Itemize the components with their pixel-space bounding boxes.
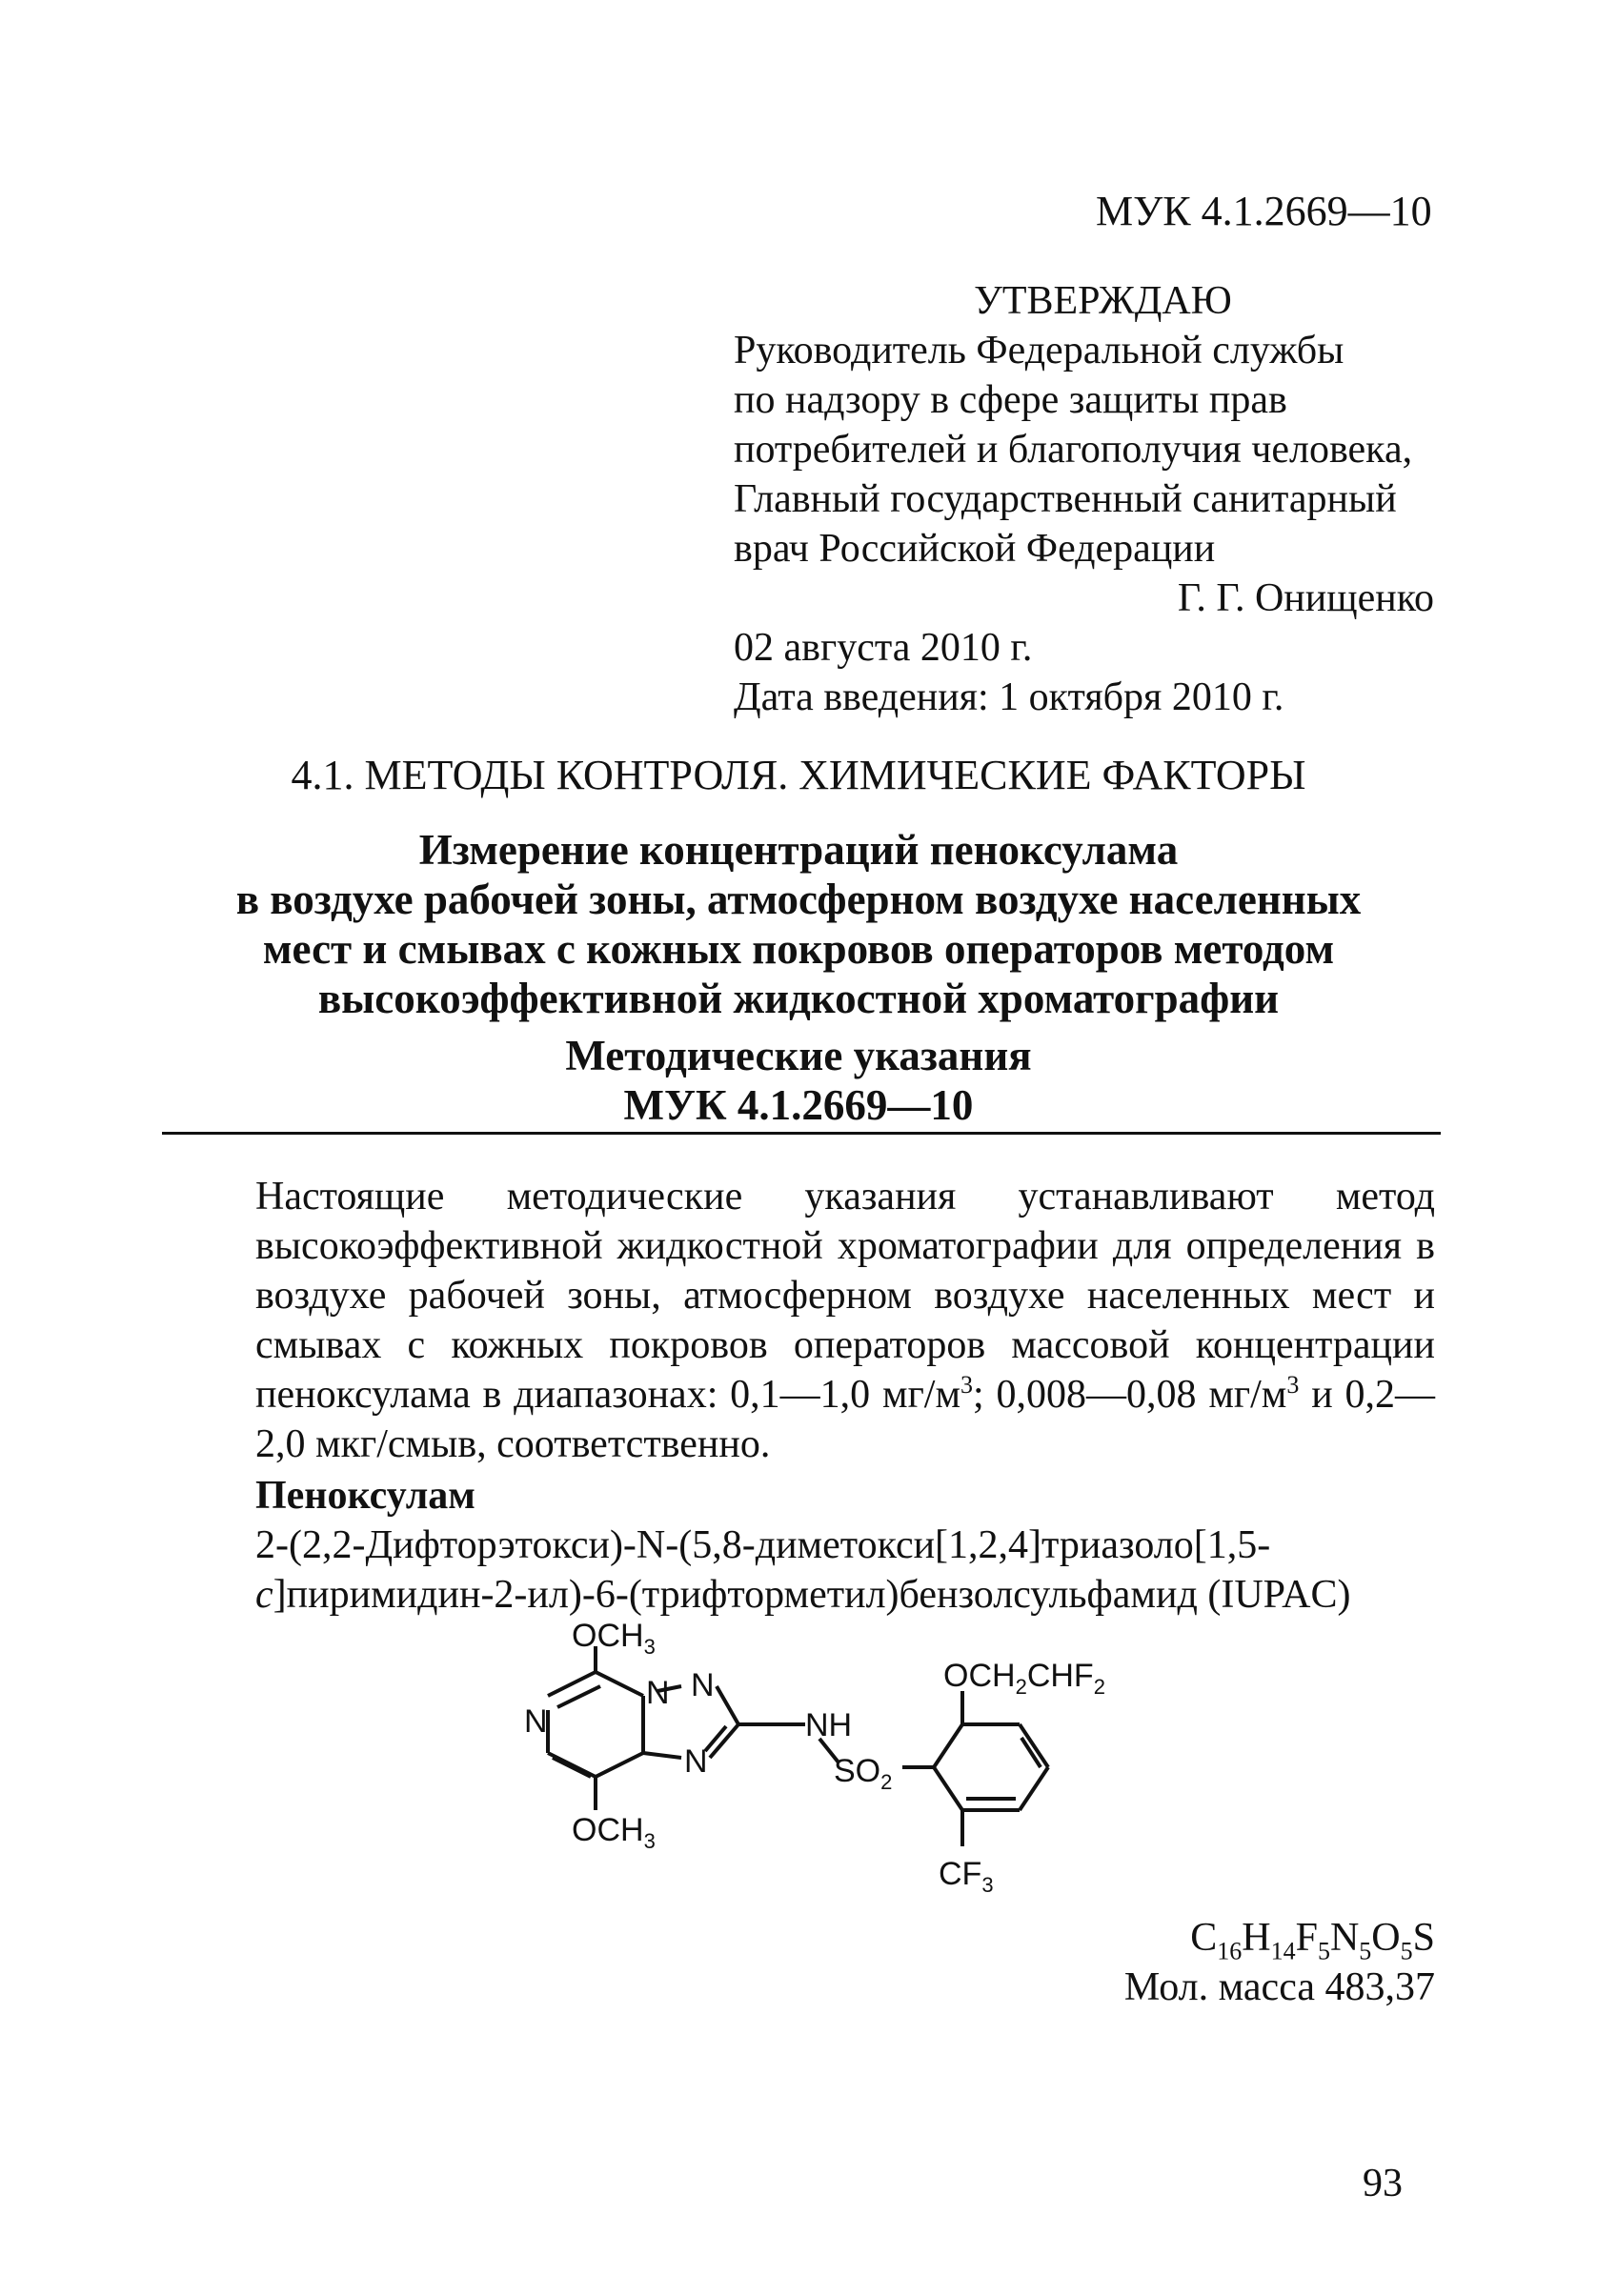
structural-formula <box>429 1620 1172 1924</box>
approval-block <box>734 276 1434 722</box>
molecular-formula: $C_{16}H_{14}F_5N_5O_5S$ <box>1190 1916 1435 1965</box>
title-line: мест и смывах с кожных покровов операторов методом <box>262 925 1335 973</box>
subscript: 16 <box>1217 1937 1243 1965</box>
structure-label-n: N <box>691 1667 715 1703</box>
approval-line: потребителей и благополучия человека, <box>734 428 1413 472</box>
structure-label-n: N <box>684 1743 708 1780</box>
document-code: МУК 4.1.2669—10 <box>1096 188 1432 234</box>
structure-label-cf3: $CF_3$ <box>939 1856 994 1897</box>
approval-date: 02 августа 2010 г. <box>734 626 1033 670</box>
structure-label-n: N <box>524 1703 548 1740</box>
page-number: 93 <box>1363 2162 1403 2205</box>
approval-heading: УТВЕРЖДАЮ <box>974 279 1232 323</box>
document-subtitle <box>152 1031 1445 1130</box>
intro-text: Настоящие методические указания устанавливают метод высокоэффективной жидкостной хроматографии для определения в воздухе рабочей зоны, атмосферном воздухе населенных мест и смывах с кожных покровов операторов массовой концентрации пеноксулама в диапазонах: 0,1—1,0 мг/м <box>255 1175 1435 1417</box>
approval-line: по надзору в сфере защиты прав <box>734 378 1287 422</box>
compound-name: Пеноксулам <box>255 1474 475 1518</box>
signatory: Г. Г. Онищенко <box>1177 576 1434 620</box>
molecular-formula-block <box>953 1913 1435 2012</box>
iupac-text: ]пиримидин-2-ил)-6-(трифторметил)бензолсульфамид (IUPAC) <box>273 1573 1351 1617</box>
structure-label-ether: $OCH_2CHF_2$ <box>943 1658 1105 1699</box>
title-line: высокоэффективной жидкостной хроматографии <box>317 975 1280 1022</box>
title-line: Измерение концентраций пеноксулама <box>418 826 1179 874</box>
approval-line: врач Российской Федерации <box>734 527 1216 571</box>
structure-label-n: N <box>646 1675 670 1711</box>
molar-mass: Мол. масса 483,37 <box>1123 1965 1435 2009</box>
structure-label-so2: $SO_2$ <box>834 1753 893 1794</box>
subtitle-line: МУК 4.1.2669—10 <box>623 1081 974 1129</box>
subscript: 5 <box>1359 1937 1372 1965</box>
intro-paragraph <box>255 1172 1435 1469</box>
structure-label-nh: NH <box>805 1707 853 1743</box>
section-heading: 4.1. МЕТОДЫ КОНТРОЛЯ. ХИМИЧЕСКИЕ ФАКТОРЫ <box>291 752 1306 798</box>
body-text <box>255 1172 1435 1620</box>
approval-line: Главный государственный санитарный <box>734 477 1397 521</box>
document-title <box>152 825 1445 1023</box>
intro-text: и 0,2—2,0 мкг/смыв, соответственно. <box>255 1373 1435 1466</box>
iupac-text: 2-(2,2-Дифторэтокси)-N-(5,8-диметокси[1,2,4]триазоло[1,5- <box>255 1523 1271 1567</box>
subtitle-line: Методические указания <box>565 1032 1032 1079</box>
formula-element: S <box>1412 1916 1435 1960</box>
superscript: 3 <box>1286 1371 1300 1399</box>
subscript: 5 <box>1400 1937 1413 1965</box>
superscript: 3 <box>960 1371 974 1399</box>
effective-date: Дата введения: 1 октября 2010 г. <box>734 675 1284 719</box>
iupac-italic: c <box>255 1573 273 1617</box>
subscript: 14 <box>1270 1937 1296 1965</box>
divider-rule <box>162 1132 1441 1135</box>
iupac-name <box>255 1521 1435 1620</box>
structure-label-och3-bottom: $OCH_3$ <box>572 1812 656 1853</box>
title-line: в воздухе рабочей зоны, атмосферном воздухе населенных <box>235 876 1362 923</box>
approval-line: Руководитель Федеральной службы <box>734 329 1344 373</box>
structure-label-och3-top: $OCH_3$ <box>572 1620 656 1659</box>
intro-text: ; 0,008—0,08 мг/м <box>973 1373 1287 1417</box>
subscript: 5 <box>1317 1937 1330 1965</box>
